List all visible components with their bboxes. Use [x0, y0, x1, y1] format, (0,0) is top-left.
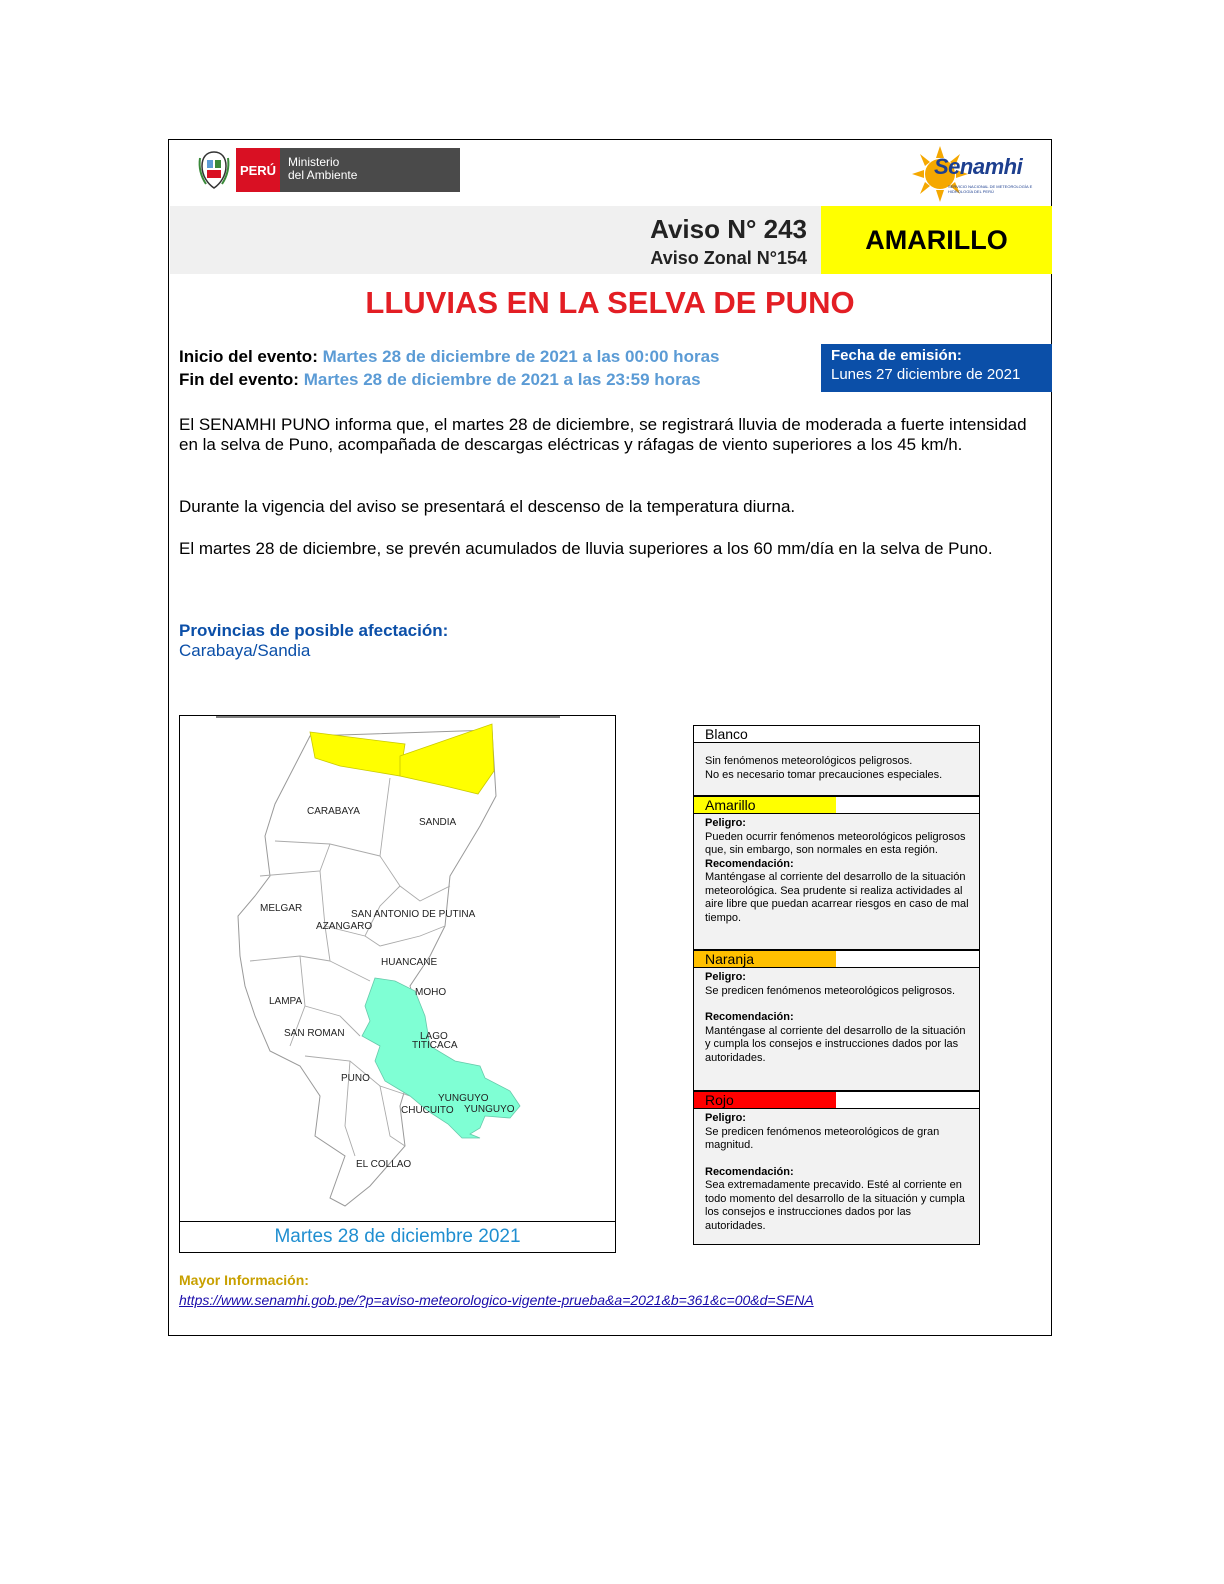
provinces-title: Provincias de posible afectación:	[179, 621, 449, 640]
legend-blanco-body	[693, 743, 980, 796]
legend-rojo-rec-label: Recomendación:	[705, 1165, 794, 1178]
legend-rojo-body	[693, 1109, 980, 1245]
event-end	[179, 370, 701, 390]
legend-rojo-peligro-label: Peligro:	[705, 1112, 746, 1124]
emission-date-box	[821, 344, 1052, 392]
legend-rojo-peligro: Se predicen fenómenos meteorológicos de gran magnitud.	[705, 1125, 940, 1151]
map-label-yunguyo-2: YUNGUYO	[464, 1104, 515, 1115]
map-label-puno: PUNO	[341, 1073, 370, 1084]
legend-rojo-swatch: Rojo	[694, 1092, 836, 1108]
emission-value: Lunes 27 diciembre de 2021	[831, 366, 1021, 383]
gov-ministry-line1: Ministerio	[288, 155, 340, 169]
legend-amarillo-peligro-label: Peligro:	[705, 817, 746, 829]
body-paragraph-3: El martes 28 de diciembre, se prevén acumulados de lluvia superiores a los 60 mm/día en la selva de Puno.	[179, 539, 993, 558]
legend-blanco-line2: No es necesario tomar precauciones especiales.	[705, 768, 943, 781]
senamhi-subtitle: SERVICIO NACIONAL DE METEOROLOGÍA E HIDROLOGÍA DEL PERÚ	[948, 184, 1033, 194]
map-panel	[179, 715, 616, 1253]
legend-amarillo-swatch: Amarillo	[694, 797, 836, 813]
legend-amarillo-header	[693, 796, 980, 814]
puno-region-map	[180, 716, 615, 1221]
map-label-sandia: SANDIA	[419, 817, 457, 828]
region-outline	[238, 730, 496, 1206]
peru-crest-icon	[196, 148, 232, 192]
event-end-value: Martes 28 de diciembre de 2021 a las 23:59 horas	[303, 370, 701, 389]
legend-naranja-peligro-label: Peligro:	[705, 971, 746, 983]
title-band	[170, 206, 821, 274]
legend-rojo-header	[693, 1091, 980, 1109]
event-start-label: Inicio del evento:	[179, 347, 318, 366]
body-paragraph-1: El SENAMHI PUNO informa que, el martes 28 de diciembre, se registrará lluvia de moderada a fuerte intensidad en la selva de Puno, acompañada de descargas eléctricas y ráfagas de viento superiores a los 45 km/h.	[179, 415, 1027, 454]
legend-amarillo-peligro: Pueden ocurrir fenómenos meteorológicos peligrosos que, sin embargo, son normales en esta región.	[705, 830, 966, 856]
legend-blanco-header	[693, 725, 980, 743]
map-label-carabaya: CARABAYA	[307, 806, 360, 817]
legend-naranja-rec-label: Recomendación:	[705, 1011, 794, 1023]
legend-naranja-body	[693, 968, 980, 1091]
notice-zonal: Aviso Zonal N°154	[650, 248, 807, 268]
map-label-el-collao: EL COLLAO	[356, 1159, 412, 1170]
gov-logo	[196, 148, 460, 192]
legend-rojo-rec: Sea extremadamente precavido. Esté al corriente en todo momento del desarrollo de la situación y cumpla los consejos e instrucciones dados por las autoridades.	[705, 1179, 965, 1232]
map-label-melgar: MELGAR	[260, 903, 303, 914]
notice-title: Aviso N° 243	[650, 214, 807, 244]
map-label-lago-1: LAGO	[420, 1031, 448, 1042]
map-label-huancane: HUANCANE	[381, 957, 438, 968]
senamhi-logo	[910, 142, 1050, 206]
legend-naranja-header	[693, 950, 980, 968]
legend-amarillo-body	[693, 814, 980, 950]
legend-blanco-line1: Sin fenómenos meteorológicos peligrosos.	[705, 755, 913, 767]
emission-label: Fecha de emisión:	[831, 347, 962, 364]
alert-legend	[693, 725, 980, 1245]
gov-ministry-line2: del Ambiente	[288, 168, 358, 182]
map-label-azangaro: AZANGARO	[316, 921, 373, 932]
provinces-list: Carabaya/Sandia	[179, 641, 311, 660]
map-caption-row	[180, 1221, 615, 1253]
headline: LLUVIAS EN LA SELVA DE PUNO	[365, 285, 855, 320]
map-caption: Martes 28 de diciembre 2021	[274, 1226, 521, 1247]
map-label-moho: MOHO	[415, 987, 447, 998]
event-start-value: Martes 28 de diciembre de 2021 a las 00:00 horas	[322, 347, 720, 366]
event-end-label: Fin del evento:	[179, 370, 299, 389]
legend-amarillo-rec: Manténgase al corriente del desarrollo de la situación meteorológica. Sea prudente si realiza actividades al aire libre que puedan acarrear riesgos en caso de mal tiempo.	[705, 871, 969, 924]
event-start	[179, 347, 719, 367]
senamhi-wordmark: Senamhi	[934, 154, 1023, 179]
legend-naranja-swatch: Naranja	[694, 951, 836, 967]
gov-country-badge: PERÚ	[236, 148, 280, 192]
map-label-chucuito: CHUCUITO	[401, 1105, 454, 1116]
map-label-yunguyo-1: YUNGUYO	[438, 1093, 489, 1104]
more-info-label: Mayor Información:	[179, 1272, 309, 1288]
map-label-san-roman: SAN ROMAN	[284, 1028, 345, 1039]
map-label-san-antonio: SAN ANTONIO DE PUTINA	[351, 909, 476, 920]
legend-naranja-rec: Manténgase al corriente del desarrollo de la situación y cumpla los consejos e instrucciones dados por las autoridades.	[705, 1024, 966, 1064]
legend-amarillo-rec-label: Recomendación:	[705, 857, 794, 870]
map-label-lampa: LAMPA	[269, 996, 303, 1007]
more-info-link[interactable]: https://www.senamhi.gob.pe/?p=aviso-meteorologico-vigente-prueba&a=2021&b=361&c=00&d=SENA	[179, 1292, 814, 1308]
map-label-lago-2: TITICACA	[412, 1040, 458, 1051]
body-paragraph-2: Durante la vigencia del aviso se presentará el descenso de la temperatura diurna.	[179, 497, 796, 516]
alert-level-badge: AMARILLO	[821, 206, 1052, 274]
legend-naranja-peligro: Se predicen fenómenos meteorológicos peligrosos.	[705, 984, 956, 997]
gov-ministry-badge	[280, 148, 460, 192]
legend-blanco-swatch: Blanco	[694, 726, 836, 742]
